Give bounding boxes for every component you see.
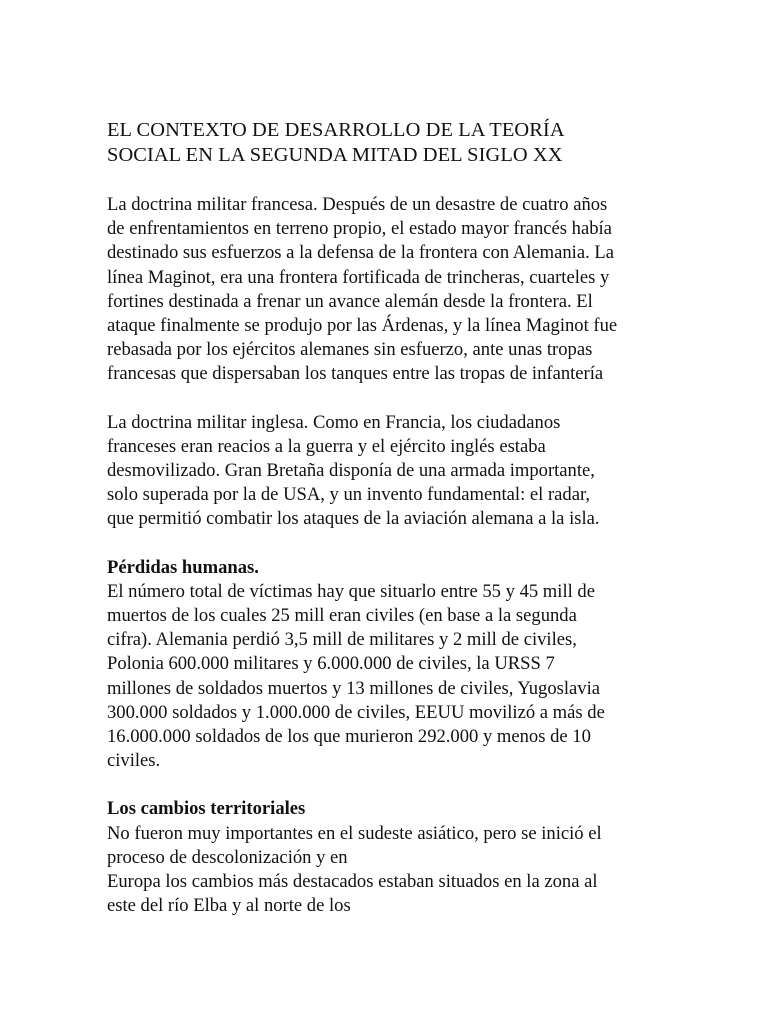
text-line: solo superada por la de USA, y un invento fundamental: el radar, (107, 484, 591, 506)
text-line: de enfrentamientos en terreno propio, el estado mayor francés había (107, 218, 612, 240)
text-line: cifra). Alemania perdió 3,5 mill de militares y 2 mill de civiles, (107, 629, 577, 651)
section-perdidas-humanas (107, 556, 667, 774)
text-line: Europa los cambios más destacados estaban situados en la zona al (107, 871, 598, 893)
text-line: El número total de víctimas hay que situarlo entre 55 y 45 mill de (107, 580, 595, 602)
text-line: La doctrina militar francesa. Después de un desastre de cuatro años (107, 194, 608, 215)
paragraph-doctrina-inglesa (107, 411, 667, 532)
text-line: línea Maginot, era una frontera fortificada de trincheras, cuarteles y (107, 266, 610, 288)
section-cambios-territoriales (107, 797, 667, 918)
text-line: No fueron muy importantes en el sudeste asiático, pero se inició el (107, 822, 602, 844)
text-line: que permitió combatir los ataques de la aviación alemana a la isla. (107, 508, 600, 530)
text-line: millones de soldados muertos y 13 millones de civiles, Yugoslavia (107, 677, 601, 699)
text-line: desmovilizado. Gran Bretaña disponía de una armada importante, (107, 460, 595, 482)
text-line: rebasada por los ejércitos alemanes sin esfuerzo, ante unas tropas (107, 339, 593, 361)
document-title (107, 118, 667, 168)
title-line: SOCIAL EN LA SEGUNDA MITAD DEL SIGLO XX (107, 144, 563, 166)
text-line: francesas que dispersaban los tanques entre las tropas de infantería (107, 363, 604, 385)
title-line: EL CONTEXTO DE DESARROLLO DE LA TEORÍA (107, 119, 565, 141)
text-line: ataque finalmente se produjo por las Árdenas, y la línea Maginot fue (107, 315, 618, 337)
text-line: destinado sus esfuerzos a la defensa de la frontera con Alemania. La (107, 242, 614, 264)
text-line: franceses eran reacios a la guerra y el ejército inglés estaba (107, 435, 546, 457)
section-heading: Los cambios territoriales (107, 798, 306, 820)
text-line: 16.000.000 soldados de los que murieron 292.000 y menos de 10 (107, 726, 591, 748)
text-line: civiles. (107, 750, 161, 772)
section-heading: Pérdidas humanas. (107, 556, 259, 578)
text-line: fortines destinada a frenar un avance alemán desde la frontera. El (107, 290, 593, 312)
document-page (107, 118, 667, 942)
text-line: proceso de descolonización y en (107, 846, 348, 868)
text-line: 300.000 soldados y 1.000.000 de civiles, EEUU movilizó a más de (107, 701, 605, 723)
text-line: muertos de los cuales 25 mill eran civiles (en base a la segunda (107, 605, 577, 627)
text-line: este del río Elba y al norte de los (107, 895, 351, 917)
text-line: La doctrina militar inglesa. Como en Francia, los ciudadanos (107, 411, 561, 433)
text-line: Polonia 600.000 militares y 6.000.000 de civiles, la URSS 7 (107, 653, 555, 675)
paragraph-doctrina-francesa (107, 193, 667, 387)
